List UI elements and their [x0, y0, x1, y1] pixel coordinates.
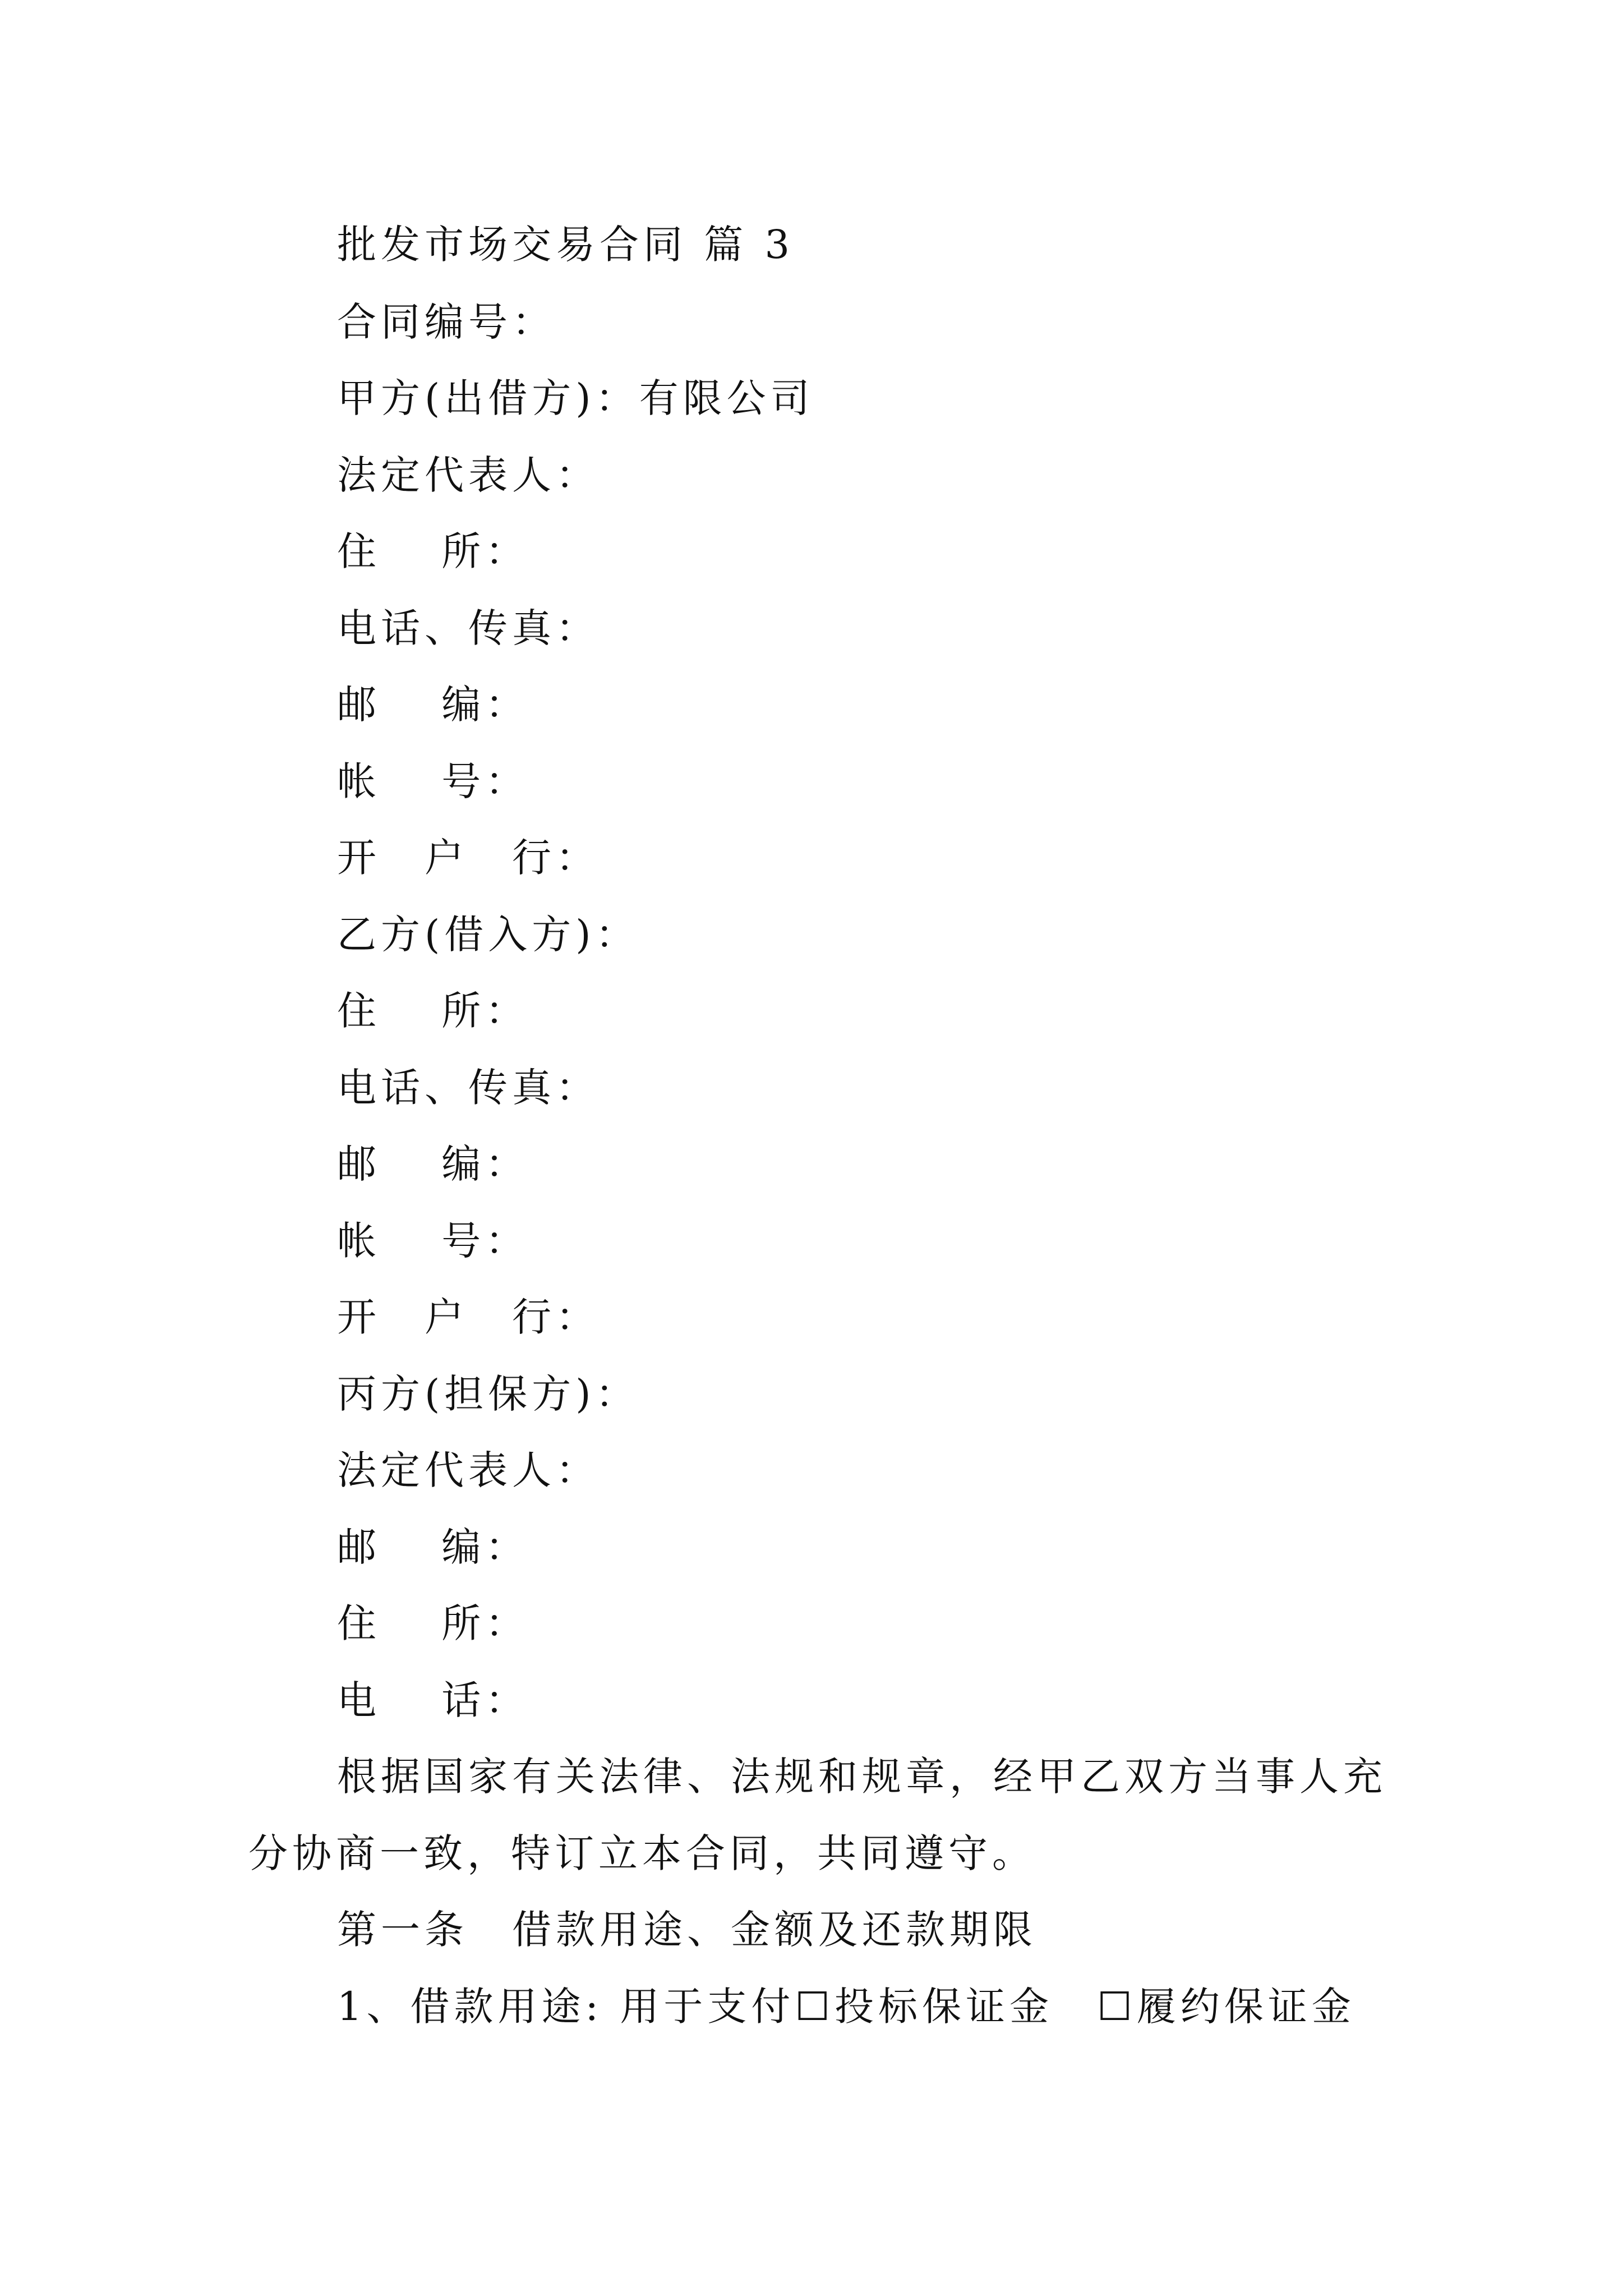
party-b-address-label: 住 所：	[337, 988, 529, 1034]
party-a-postcode-label: 邮 编：	[337, 682, 529, 728]
party-c-label: 丙方(担保方)：	[337, 1371, 639, 1417]
party-c-legal-rep-label: 法定代表人：	[337, 1447, 600, 1493]
party-b-postcode-label: 邮 编：	[337, 1141, 529, 1187]
party-a-phone-fax-label: 电话、传真：	[337, 605, 600, 651]
preamble-line-1: 根据国家有关法律、法规和规章，经甲乙双方当事人充	[337, 1754, 1387, 1800]
party-b-label: 乙方(借入方)：	[337, 912, 639, 958]
party-b-phone-fax-label: 电话、传真：	[337, 1065, 600, 1111]
party-a-account-label: 帐 号：	[337, 758, 529, 804]
party-c-phone-label: 电 话：	[337, 1677, 529, 1723]
party-c-address-label: 住 所：	[337, 1600, 529, 1646]
party-b-account-label: 帐 号：	[337, 1218, 529, 1264]
article-1-item-1: 1、借款用途: 用于支付☐投标保证金 ☐履约保证金	[337, 1984, 1355, 2030]
party-c-postcode-label: 邮 编：	[337, 1524, 529, 1570]
party-b-bank-label: 开 户 行：	[337, 1294, 600, 1340]
document-title: 批发市场交易合同 篇 3	[337, 222, 795, 268]
contract-number-label: 合同编号：	[337, 299, 556, 345]
party-a-address-label: 住 所：	[337, 528, 529, 574]
party-a-legal-rep-label: 法定代表人：	[337, 452, 600, 498]
party-a-label: 甲方(出借方)：有限公司	[337, 375, 814, 421]
party-a-bank-label: 开 户 行：	[337, 835, 600, 881]
article-1-heading: 第一条 借款用途、金额及还款期限	[337, 1907, 1037, 1953]
preamble-line-2: 分协商一致，特订立本合同，共同遵守。	[248, 1830, 1036, 1876]
